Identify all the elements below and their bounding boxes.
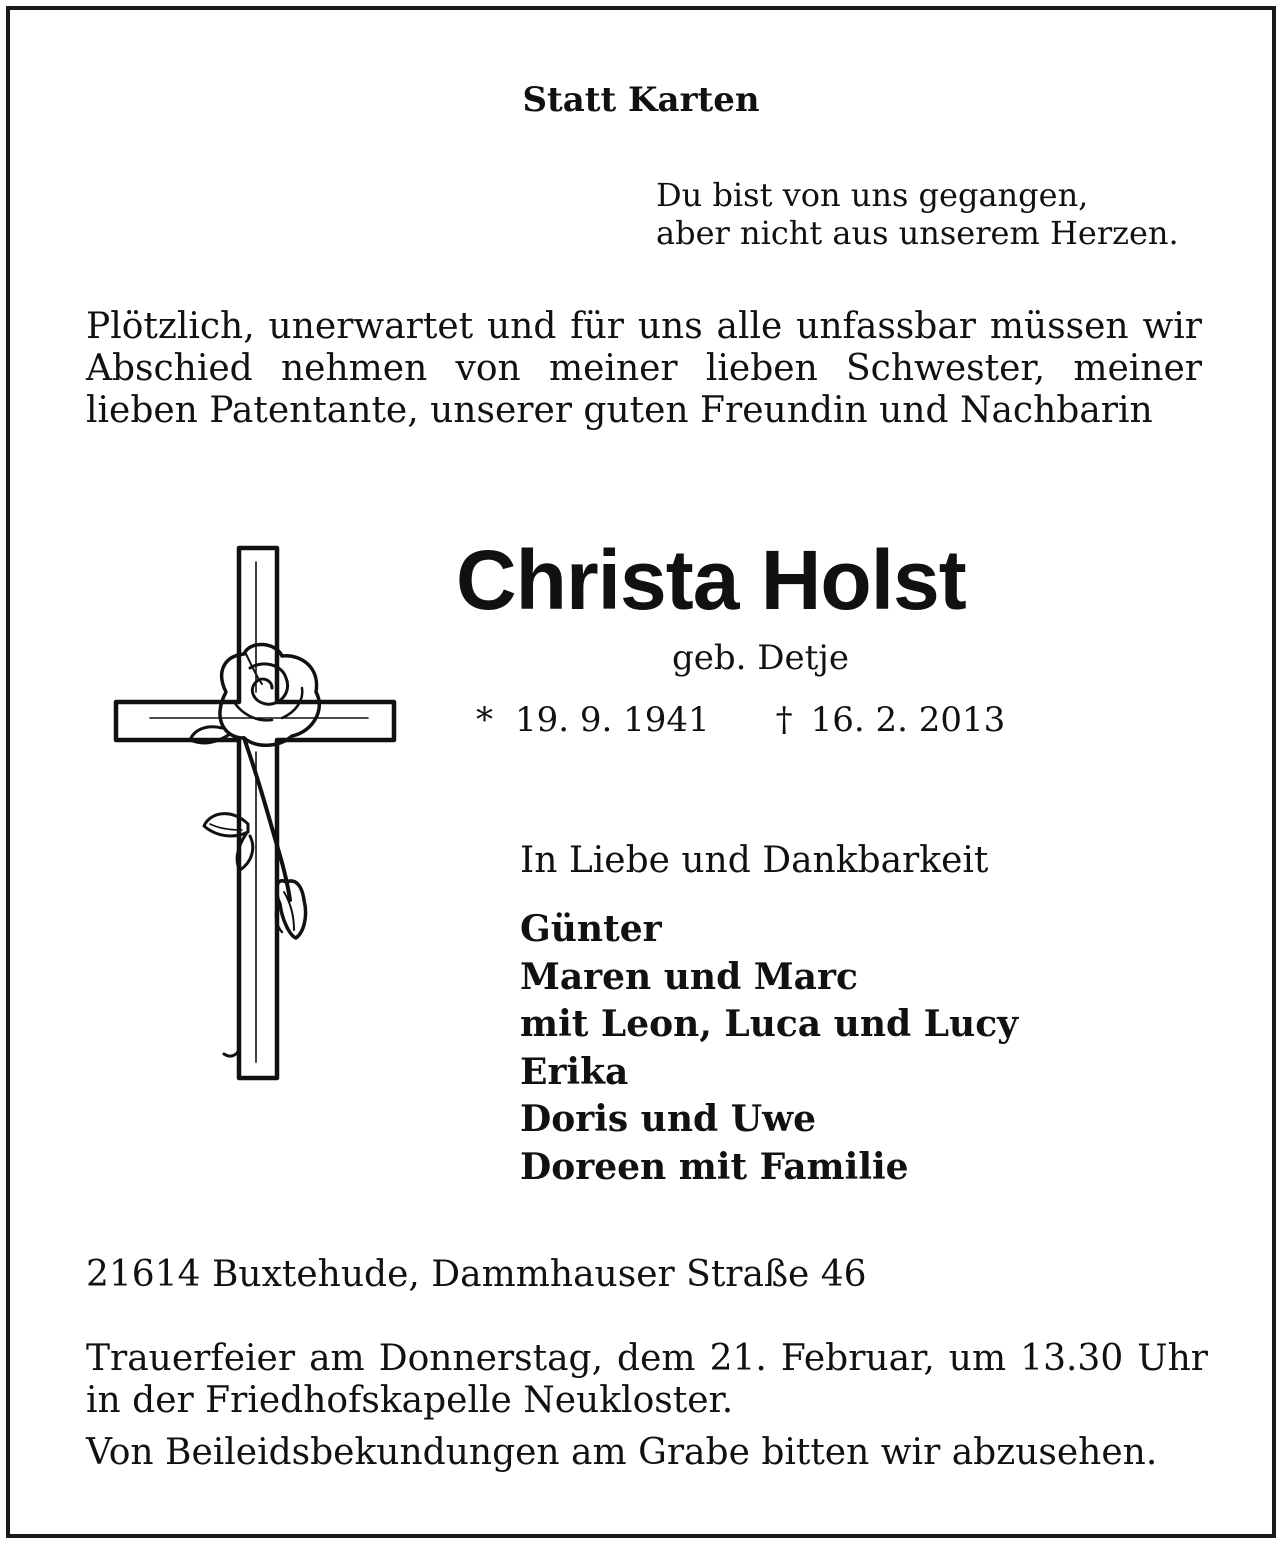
mourner-name: Erika [520,1050,629,1093]
condolence-note: Von Beileidsbekundungen am Grabe bitten wir abzusehen. [86,1432,1158,1473]
cross-with-rose-icon [106,542,406,1092]
mourners-list [520,906,1018,1191]
mourner-name: Doris und Uwe [520,1098,817,1140]
mourner-name: mit Leon, Luca und Lucy [520,1003,1019,1045]
death-date: 16. 2. 2013 [810,700,1006,740]
birth-date: 19. 9. 1941 [515,700,710,740]
mourner-name: Maren und Marc [520,955,858,998]
death-symbol: † [775,700,793,740]
mourner-name: Günter [520,908,662,950]
address-line: 21614 Buxtehude, Dammhauser Straße 46 [86,1254,867,1295]
motto-line-1: Du bist von uns gegangen, [656,176,1089,214]
maiden-name: geb. Detje [672,638,849,678]
obituary-notice [6,6,1276,1538]
mourner-name: Doreen mit Familie [520,1145,909,1188]
life-dates [476,700,1005,740]
motto-line-2: aber nicht aus unserem Herzen. [656,214,1179,252]
header-statt-karten: Statt Karten [522,80,760,120]
motto-verse [656,176,1179,252]
intro-text: Plötzlich, unerwartet und für uns alle unfassbar müssen wir Abschied nehmen von meiner lieben Schwester, meiner lieben Patentante, unserer guten Freundin und Nachbarin [86,306,1202,431]
deceased-name: Christa Holst [456,533,966,627]
birth-symbol: * [476,700,493,740]
thanks-line: In Liebe und Dankbarkeit [520,840,989,881]
funeral-service-info: Trauerfeier am Donnerstag, dem 21. Februar, um 13.30 Uhr in der Friedhofskapelle Neukloster. [86,1338,1208,1421]
